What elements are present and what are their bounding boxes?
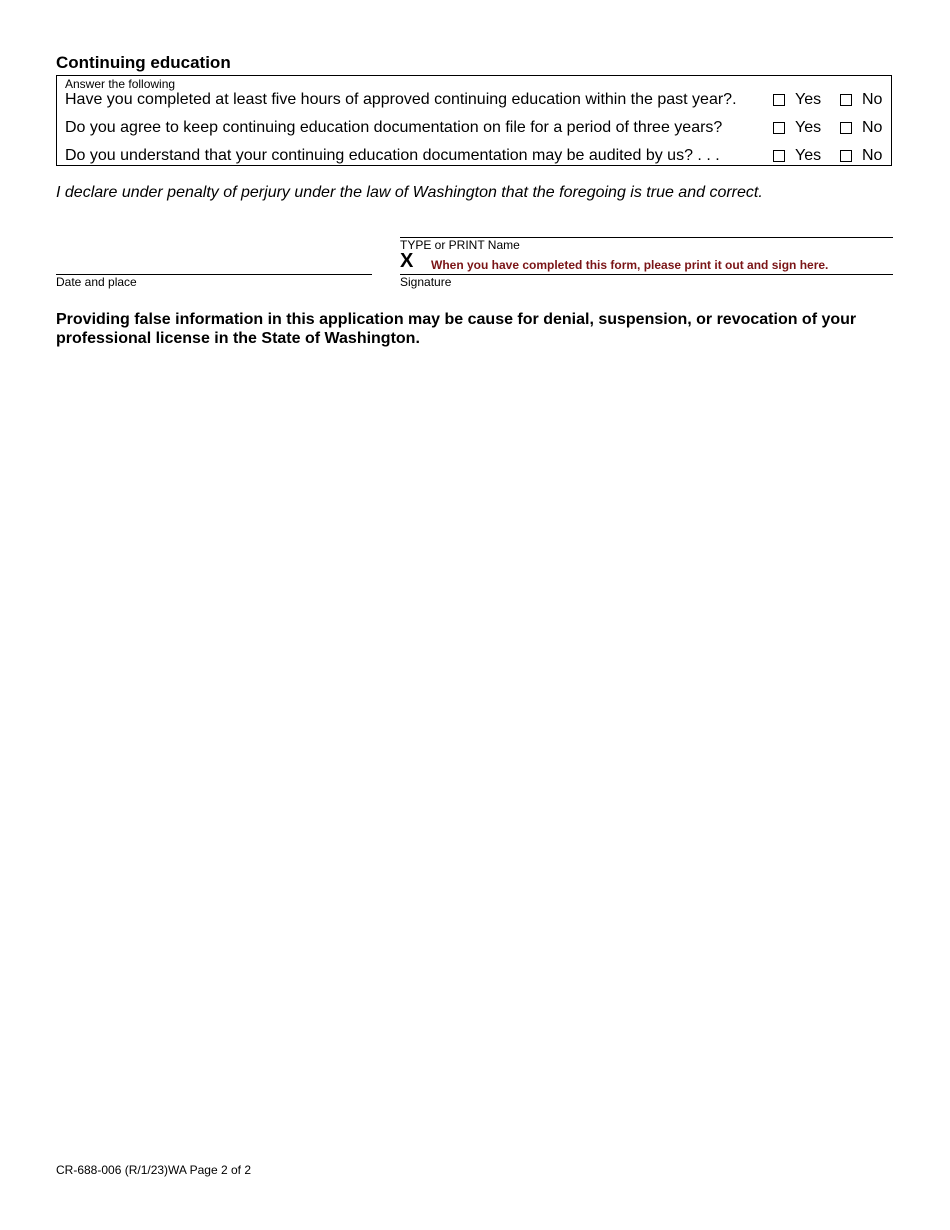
question-text: Do you agree to keep continuing education documentation on file for a period of three years? — [65, 119, 723, 136]
question-row — [65, 146, 887, 166]
question-row — [65, 118, 887, 138]
signature-label: Signature — [400, 275, 452, 289]
yes-label: Yes — [795, 147, 822, 164]
no-checkbox[interactable] — [840, 94, 852, 106]
no-label: No — [862, 91, 883, 108]
answer-yes-option[interactable] — [773, 118, 821, 138]
question-row — [65, 90, 887, 110]
date-place-label: Date and place — [56, 275, 137, 289]
signature-x-mark: X — [400, 250, 414, 272]
no-checkbox[interactable] — [840, 122, 852, 134]
perjury-declaration: I declare under penalty of perjury under the law of Washington that the foregoing is true and correct. — [56, 184, 763, 201]
yes-checkbox[interactable] — [773, 150, 785, 162]
answer-no-option[interactable] — [840, 146, 882, 166]
question-text: Have you completed at least five hours of approved continuing education within the past year?. — [65, 91, 737, 108]
signature-line[interactable] — [400, 274, 893, 275]
questions-box — [56, 75, 892, 166]
section-title: Continuing education — [56, 53, 231, 72]
yes-label: Yes — [795, 119, 822, 136]
name-field-label: TYPE or PRINT Name — [400, 238, 520, 252]
no-label: No — [862, 119, 883, 136]
questions-box-label: Answer the following — [65, 77, 176, 91]
signature-instruction: When you have completed this form, please print it out and sign here. — [431, 258, 829, 272]
form-footer: CR-688-006 (R/1/23)WA Page 2 of 2 — [56, 1163, 251, 1177]
no-label: No — [862, 147, 883, 164]
answer-no-option[interactable] — [840, 90, 882, 110]
yes-label: Yes — [795, 91, 822, 108]
answer-no-option[interactable] — [840, 118, 882, 138]
question-text: Do you understand that your continuing education documentation may be audited by us? . . . — [65, 147, 720, 164]
false-information-warning: Providing false information in this application may be cause for denial, suspension, or revocation of your professional license in the State of Washington. — [56, 311, 857, 347]
yes-checkbox[interactable] — [773, 94, 785, 106]
answer-yes-option[interactable] — [773, 146, 821, 166]
no-checkbox[interactable] — [840, 150, 852, 162]
yes-checkbox[interactable] — [773, 122, 785, 134]
answer-yes-option[interactable] — [773, 90, 821, 110]
